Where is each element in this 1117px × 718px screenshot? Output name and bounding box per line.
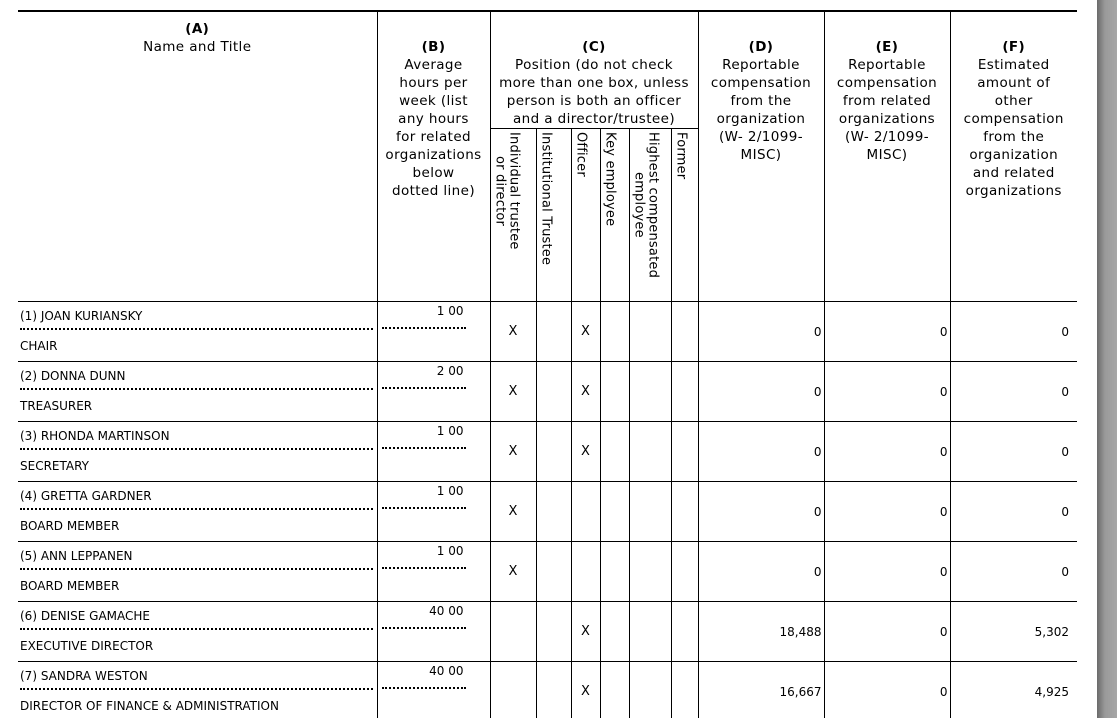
person-title: BOARD MEMBER xyxy=(20,519,120,533)
hours-cell xyxy=(377,662,490,718)
position-check xyxy=(536,362,571,422)
reportable-comp-related: 0 xyxy=(824,602,950,662)
reportable-comp-org: 0 xyxy=(698,362,824,422)
dotted-line xyxy=(382,687,466,689)
reportable-comp-related: 0 xyxy=(824,482,950,542)
person-title: DIRECTOR OF FINANCE & ADMINISTRATION xyxy=(20,699,279,713)
person-name: (7) SANDRA WESTON xyxy=(20,669,148,683)
position-check xyxy=(671,602,698,662)
position-check xyxy=(629,662,671,718)
position-col-former: Former xyxy=(671,129,698,302)
reportable-comp-related: 0 xyxy=(824,362,950,422)
dotted-line xyxy=(20,688,373,690)
reportable-comp-org: 18,488 xyxy=(698,602,824,662)
name-title-cell xyxy=(18,542,377,602)
hours-cell xyxy=(377,542,490,602)
position-check: X xyxy=(490,482,536,542)
reportable-comp-related: 0 xyxy=(824,542,950,602)
position-check: X xyxy=(490,542,536,602)
position-check: X xyxy=(571,362,600,422)
table-body xyxy=(18,302,1077,718)
dotted-line xyxy=(382,327,466,329)
other-comp: 0 xyxy=(950,362,1077,422)
position-check xyxy=(629,482,671,542)
name-title-cell xyxy=(18,662,377,718)
person-name: (5) ANN LEPPANEN xyxy=(20,549,133,563)
person-title: BOARD MEMBER xyxy=(20,579,120,593)
position-check xyxy=(629,302,671,362)
position-check: X xyxy=(490,362,536,422)
position-check xyxy=(671,542,698,602)
hours-value: 1 00 xyxy=(436,484,464,498)
position-check xyxy=(600,602,629,662)
name-title-cell xyxy=(18,362,377,422)
table-row xyxy=(18,602,1077,662)
hours-cell xyxy=(377,422,490,482)
position-check xyxy=(629,542,671,602)
other-comp: 0 xyxy=(950,542,1077,602)
person-name: (1) JOAN KURIANSKY xyxy=(20,309,143,323)
dotted-line xyxy=(382,447,466,449)
position-check: X xyxy=(571,602,600,662)
position-check xyxy=(629,362,671,422)
table-row xyxy=(18,362,1077,422)
position-check xyxy=(536,662,571,718)
hours-value: 40 00 xyxy=(429,604,464,618)
position-check xyxy=(600,662,629,718)
position-col-individual-trustee: Individual trustee or director xyxy=(490,129,536,302)
position-check xyxy=(671,482,698,542)
header-b: (B) Average hours per week (list any hours for related organizations below dotted line) xyxy=(377,11,490,302)
dotted-line xyxy=(20,508,373,510)
position-check xyxy=(571,482,600,542)
other-comp: 0 xyxy=(950,482,1077,542)
dotted-line xyxy=(382,507,466,509)
reportable-comp-org: 0 xyxy=(698,422,824,482)
hours-cell xyxy=(377,482,490,542)
person-name: (3) RHONDA MARTINSON xyxy=(20,429,170,443)
position-check xyxy=(490,662,536,718)
header-a: (A) Name and Title xyxy=(18,11,377,302)
position-check: X xyxy=(571,422,600,482)
position-check xyxy=(536,602,571,662)
reportable-comp-related: 0 xyxy=(824,422,950,482)
hours-cell xyxy=(377,602,490,662)
dotted-line xyxy=(20,328,373,330)
table-row xyxy=(18,302,1077,362)
position-col-highest-compensated: Highest compensated employee xyxy=(629,129,671,302)
position-check xyxy=(536,482,571,542)
reportable-comp-org: 16,667 xyxy=(698,662,824,718)
position-check xyxy=(490,602,536,662)
dotted-line xyxy=(20,628,373,630)
position-col-officer: Officer xyxy=(571,129,600,302)
position-check xyxy=(571,542,600,602)
table-row xyxy=(18,542,1077,602)
position-check xyxy=(600,482,629,542)
other-comp: 4,925 xyxy=(950,662,1077,718)
person-title: SECRETARY xyxy=(20,459,90,473)
other-comp: 0 xyxy=(950,302,1077,362)
name-title-cell xyxy=(18,482,377,542)
person-name: (2) DONNA DUNN xyxy=(20,369,126,383)
header-e: (E) Reportable compensation from related organizations (W- 2/1099- MISC) xyxy=(824,11,950,302)
other-comp: 5,302 xyxy=(950,602,1077,662)
compensation-table xyxy=(18,10,1077,718)
position-check xyxy=(536,422,571,482)
person-name: (4) GRETTA GARDNER xyxy=(20,489,152,503)
header-f: (F) Estimated amount of other compensation from the organization and related organizations xyxy=(950,11,1077,302)
position-check xyxy=(600,302,629,362)
position-check: X xyxy=(490,422,536,482)
position-check xyxy=(671,422,698,482)
dotted-line xyxy=(382,567,466,569)
position-check xyxy=(600,422,629,482)
reportable-comp-org: 0 xyxy=(698,482,824,542)
reportable-comp-org: 0 xyxy=(698,302,824,362)
person-title: EXECUTIVE DIRECTOR xyxy=(20,639,154,653)
position-col-institutional-trustee: Institutional Trustee xyxy=(536,129,571,302)
other-comp: 0 xyxy=(950,422,1077,482)
dotted-line xyxy=(382,387,466,389)
name-title-cell xyxy=(18,302,377,362)
person-title: CHAIR xyxy=(20,339,58,353)
name-title-cell xyxy=(18,602,377,662)
position-check: X xyxy=(571,662,600,718)
position-check xyxy=(536,302,571,362)
hours-value: 2 00 xyxy=(436,364,464,378)
table-row xyxy=(18,662,1077,718)
position-check xyxy=(671,362,698,422)
person-name: (6) DENISE GAMACHE xyxy=(20,609,151,623)
position-check: X xyxy=(571,302,600,362)
hours-value: 1 00 xyxy=(436,304,464,318)
viewer-background xyxy=(1097,0,1117,718)
position-check xyxy=(600,542,629,602)
dotted-line xyxy=(382,627,466,629)
person-title: TREASURER xyxy=(20,399,93,413)
hours-value: 1 00 xyxy=(436,544,464,558)
position-check xyxy=(629,422,671,482)
position-check xyxy=(629,602,671,662)
position-check xyxy=(671,662,698,718)
reportable-comp-related: 0 xyxy=(824,662,950,718)
position-check: X xyxy=(490,302,536,362)
table-row xyxy=(18,422,1077,482)
name-title-cell xyxy=(18,422,377,482)
position-check xyxy=(671,302,698,362)
position-check xyxy=(600,362,629,422)
hours-cell xyxy=(377,302,490,362)
position-check xyxy=(536,542,571,602)
header-c: (C) Position (do not check more than one box, unless person is both an officer and a director/trustee) xyxy=(490,11,698,129)
dotted-line xyxy=(20,388,373,390)
reportable-comp-org: 0 xyxy=(698,542,824,602)
hours-cell xyxy=(377,362,490,422)
reportable-comp-related: 0 xyxy=(824,302,950,362)
hours-value: 40 00 xyxy=(429,664,464,678)
dotted-line xyxy=(20,568,373,570)
dotted-line xyxy=(20,448,373,450)
hours-value: 1 00 xyxy=(436,424,464,438)
position-col-key-employee: Key employee xyxy=(600,129,629,302)
header-d: (D) Reportable compensation from the organization (W- 2/1099- MISC) xyxy=(698,11,824,302)
table-row xyxy=(18,482,1077,542)
